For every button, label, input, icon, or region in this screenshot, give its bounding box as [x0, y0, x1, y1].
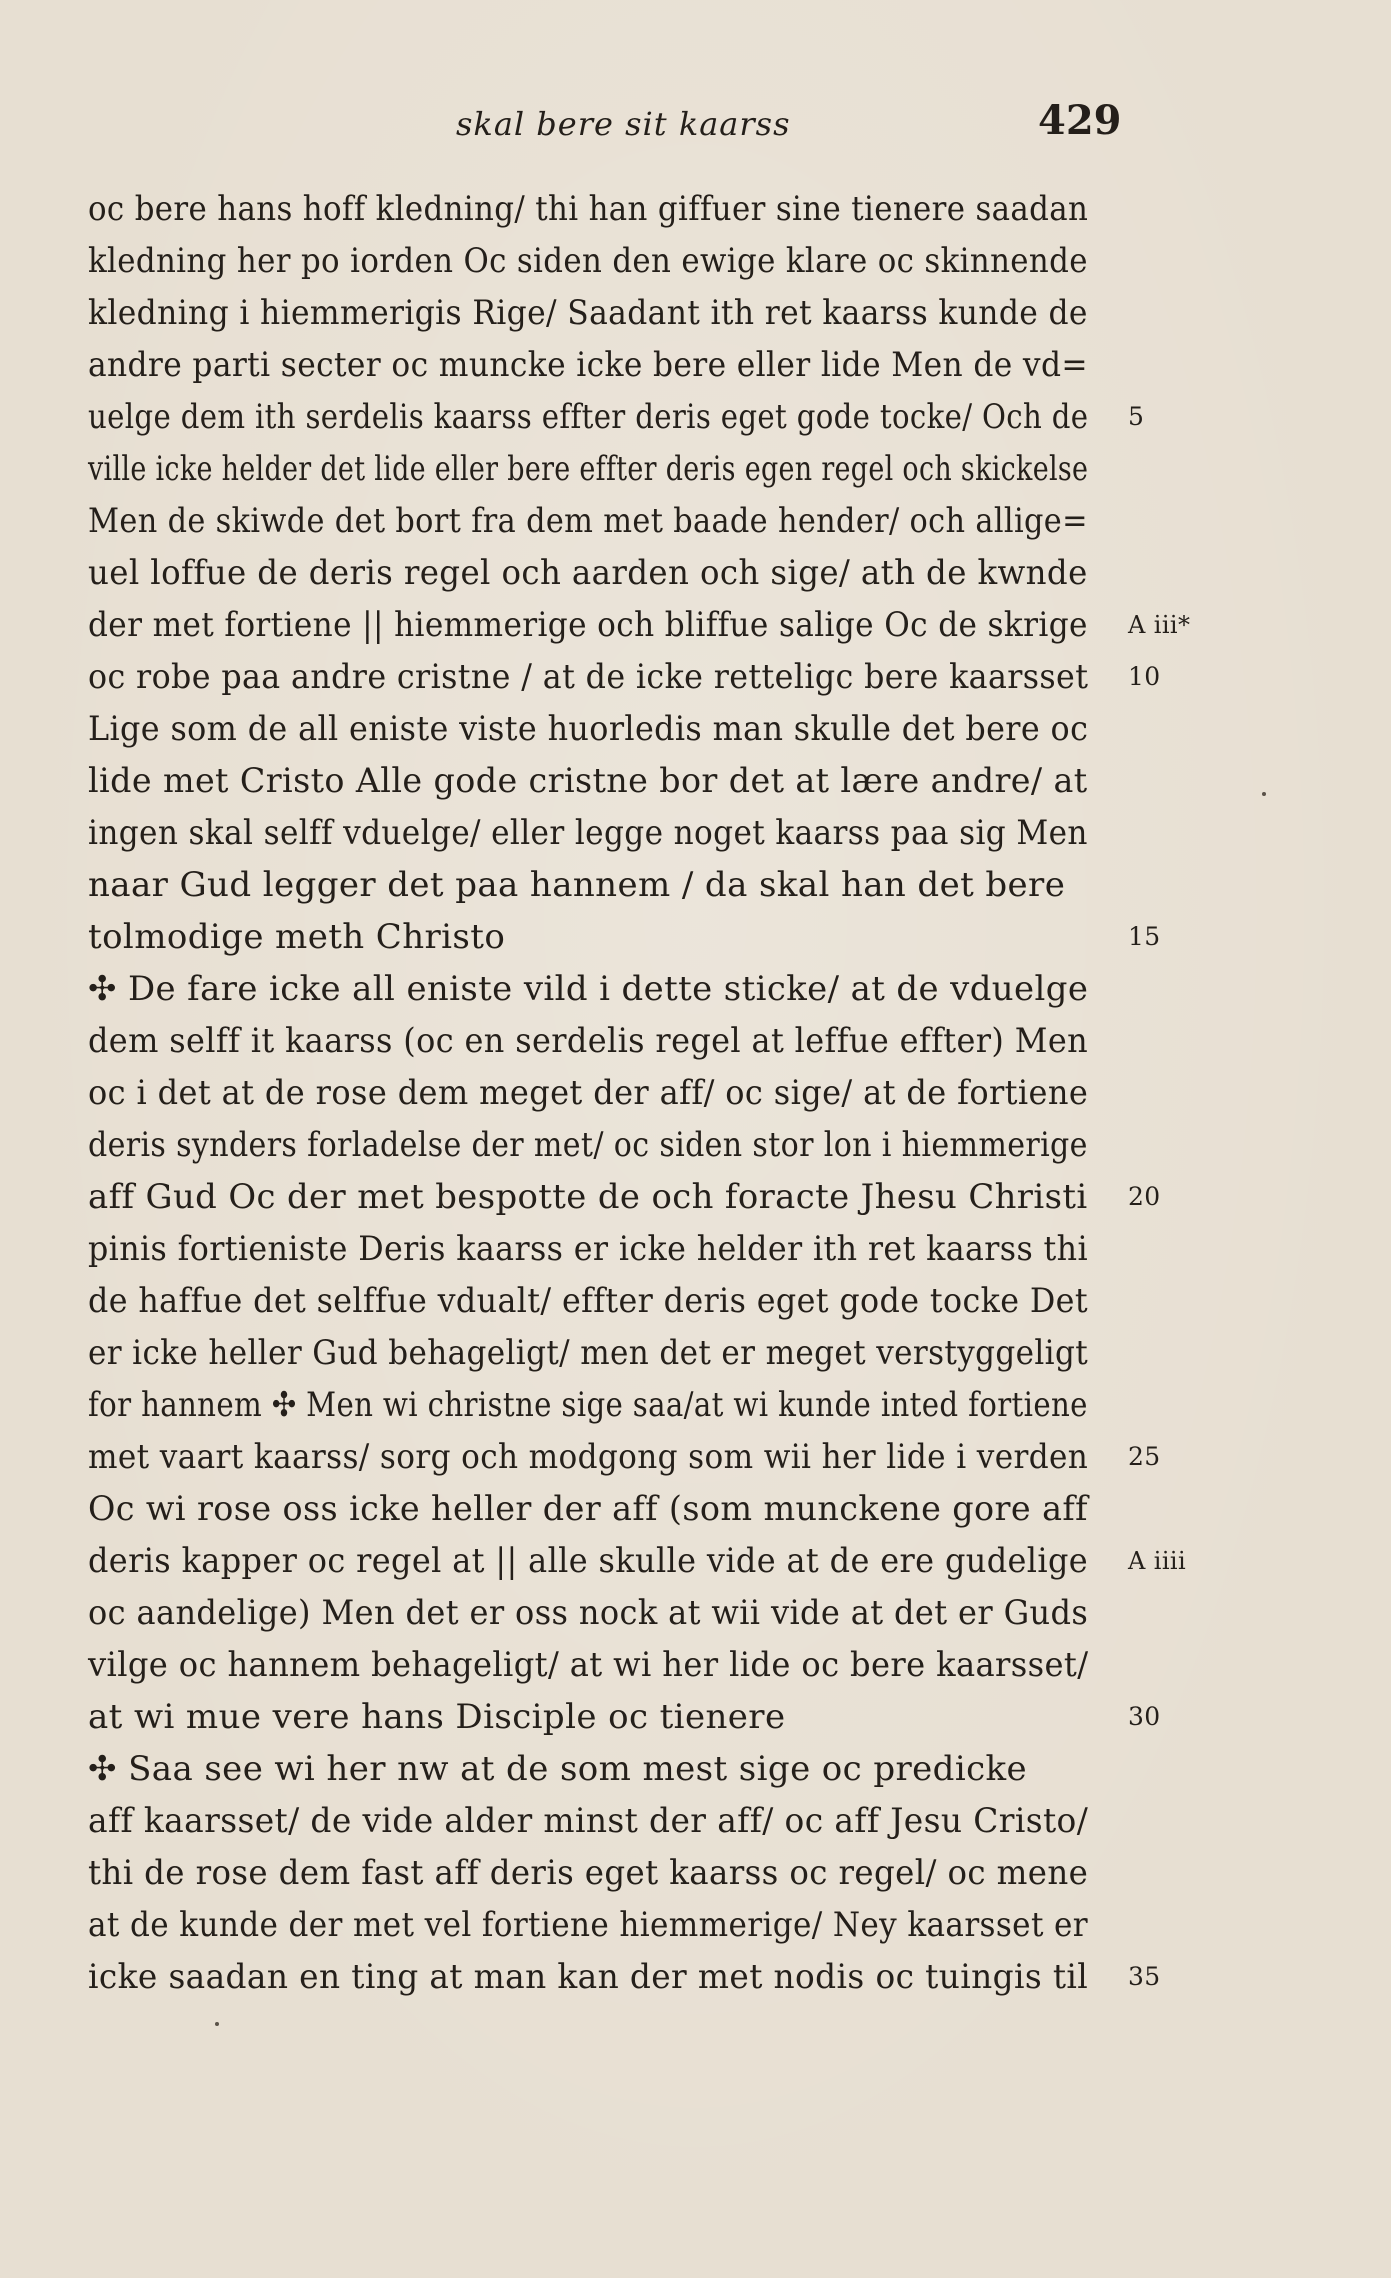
line-text: at de kunde der met vel fortiene hiemmerige/ Ney kaarsset er: [88, 1905, 1089, 1945]
line-number: 15: [1128, 922, 1161, 951]
line-text: ✣ De fare icke all eniste vild i dette sticke/ at de vduelge: [88, 969, 1089, 1009]
text-line: [88, 1847, 1113, 1899]
text-line: [88, 1223, 1113, 1275]
line-text: icke saadan en ting at man kan der met nodis oc tuingis til: [88, 1957, 1089, 1997]
text-line: [88, 1899, 1113, 1951]
text-line: [88, 1483, 1113, 1535]
text-line: [88, 1639, 1113, 1691]
line-text: deris kapper oc regel at || alle skulle vide at de ere gudelige: [88, 1541, 1089, 1581]
text-line: [88, 1015, 1113, 1067]
ink-speck: [215, 2022, 219, 2026]
line-text: de haffue det selffue vdualt/ effter deris eget gode tocke Det: [88, 1281, 1088, 1321]
line-number: 10: [1128, 662, 1161, 691]
line-text: uel loffue de deris regel och aarden och sige/ ath de kwnde: [88, 553, 1088, 593]
text-line: [88, 911, 1161, 963]
text-line: [88, 1951, 1161, 2003]
line-number: 5: [1128, 402, 1145, 431]
text-line: [88, 703, 1113, 755]
text-line: [88, 495, 1113, 547]
line-text: lide met Cristo Alle gode cristne bor det at lære andre/ at: [88, 761, 1088, 801]
text-line: [88, 963, 1113, 1015]
line-text: Lige som de all eniste viste huorledis man skulle det bere oc: [88, 709, 1089, 749]
line-text: er icke heller Gud behageligt/ men det er meget verstyggeligt: [88, 1333, 1089, 1373]
text-line: [88, 183, 1113, 235]
line-number: 20: [1128, 1182, 1161, 1211]
line-text: oc bere hans hoff kledning/ thi han giffuer sine tienere saadan: [88, 189, 1089, 229]
text-line: [88, 1691, 1161, 1743]
line-text: vilge oc hannem behageligt/ at wi her lide oc bere kaarsset/: [88, 1645, 1089, 1685]
line-text: thi de rose dem fast aff deris eget kaarss oc regel/ oc mene: [88, 1853, 1089, 1893]
text-line: [88, 1743, 1113, 1795]
line-text: for hannem ✣ Men wi christne sige saa/at wi kunde inted fortiene: [88, 1385, 1088, 1425]
text-line: [88, 755, 1113, 807]
text-line: [88, 651, 1161, 703]
line-text: Men de skiwde det bort fra dem met baade hender/ och allige=: [88, 501, 1088, 541]
line-text: kledning her po iorden Oc siden den ewige klare oc skinnende: [88, 241, 1088, 281]
text-line: [88, 339, 1113, 391]
text-line: [88, 1535, 1187, 1587]
line-text: oc robe paa andre cristne / at de icke retteligc bere kaarsset: [88, 657, 1089, 697]
line-text: ville icke helder det lide eller bere effter deris egen regel och skickelse: [88, 449, 1089, 489]
line-number: 35: [1128, 1962, 1161, 1991]
signature-mark: A iiii: [1128, 1547, 1187, 1575]
line-text: der met fortiene || hiemmerige och bliffue salige Oc de skrige: [88, 605, 1088, 645]
text-line: [88, 859, 1113, 911]
text-line: [88, 287, 1113, 339]
text-line: [88, 1171, 1161, 1223]
line-text: ✣ Saa see wi her nw at de som mest sige oc predicke: [88, 1749, 1028, 1789]
text-line: [88, 547, 1113, 599]
signature-mark: A iii*: [1128, 611, 1191, 639]
line-text: met vaart kaarss/ sorg och modgong som wii her lide i verden: [88, 1437, 1089, 1477]
text-line: [88, 1327, 1113, 1379]
line-text: kledning i hiemmerigis Rige/ Saadant ith ret kaarss kunde de: [88, 293, 1088, 333]
line-text: andre parti secter oc muncke icke bere eller lide Men de vd=: [88, 345, 1088, 385]
text-line: [88, 391, 1145, 443]
text-line: [88, 1587, 1113, 1639]
page-header: [0, 95, 1391, 155]
text-line: [88, 1067, 1113, 1119]
body-text: [88, 183, 1191, 2003]
line-number: 30: [1128, 1702, 1161, 1731]
line-number: 25: [1128, 1442, 1161, 1471]
line-text: oc i det at de rose dem meget der aff/ oc sige/ at de fortiene: [88, 1073, 1089, 1113]
text-line: [88, 1119, 1113, 1171]
line-text: pinis fortieniste Deris kaarss er icke helder ith ret kaarss thi: [88, 1229, 1088, 1269]
line-text: tolmodige meth Christo: [88, 917, 506, 957]
text-line: [88, 1795, 1113, 1847]
line-text: uelge dem ith serdelis kaarss effter deris eget gode tocke/ Och de: [88, 397, 1089, 437]
line-text: aff Gud Oc der met bespotte de och foracte Jhesu Christi: [88, 1177, 1088, 1217]
line-text: at wi mue vere hans Disciple oc tienere: [88, 1697, 786, 1737]
line-text: ingen skal selff vduelge/ eller legge noget kaarss paa sig Men: [88, 813, 1088, 853]
text-line: [88, 235, 1113, 287]
text-line: [88, 443, 1113, 495]
ink-speck: [1262, 792, 1266, 796]
line-text: aff kaarsset/ de vide alder minst der aff/ oc aff Jesu Cristo/: [88, 1801, 1089, 1841]
running-head: skal bere sit kaarss: [456, 105, 791, 143]
line-text: deris synders forladelse der met/ oc siden stor lon i hiemmerige: [88, 1125, 1088, 1165]
text-line: [88, 1379, 1113, 1431]
text-line: [88, 1431, 1161, 1483]
page-number: 429: [1038, 97, 1122, 144]
text-line: [88, 599, 1191, 651]
line-text: naar Gud legger det paa hannem / da skal han det bere: [88, 865, 1066, 905]
line-text: oc aandelige) Men det er oss nock at wii vide at det er Guds: [88, 1593, 1089, 1633]
line-text: dem selff it kaarss (oc en serdelis regel at leffue effter) Men: [88, 1021, 1089, 1061]
text-line: [88, 807, 1113, 859]
line-text: Oc wi rose oss icke heller der aff (som munckene gore aff: [88, 1489, 1088, 1529]
text-line: [88, 1275, 1113, 1327]
